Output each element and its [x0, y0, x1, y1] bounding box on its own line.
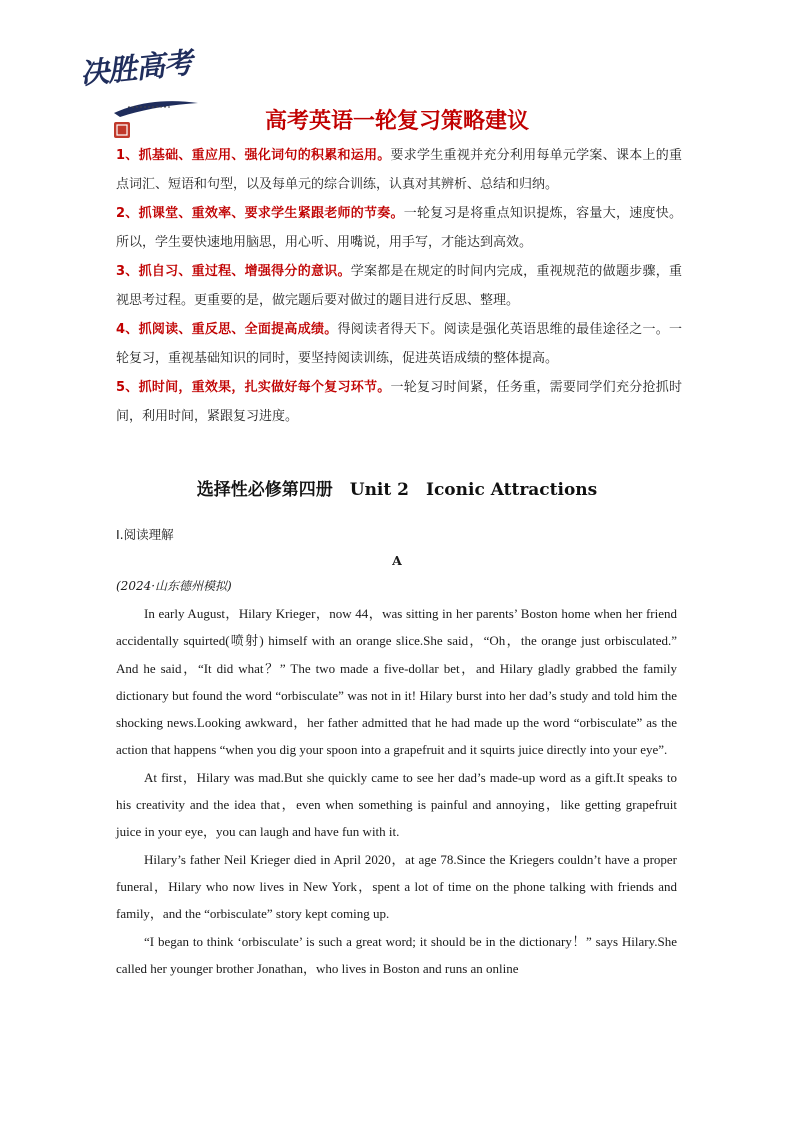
strategy-item [116, 199, 682, 257]
strategy-heading: 2、抓课堂、重效率、要求学生紧跟老师的节奏。 [116, 206, 404, 221]
unit-title: 选择性必修第四册 Unit 2 Iconic Attractions [196, 480, 598, 500]
strategy-body: 一轮复习是将重点知识提炼，容量大，速度快。所以，学生要快速地用脑思，用心听、用嘴说，用手写，才能达到高效。 [116, 206, 682, 250]
logo-text: 决胜高考 [78, 45, 194, 91]
passage-letter: A [392, 553, 402, 568]
passage-paragraph: “I began to think ‘orbisculate’ is such a great word; it should be in the dictionary！” says Hilary.She called her younger brother Jonathan，who lives in Boston and runs an online [116, 933, 677, 976]
strategy-body: 得阅读者得天下。阅读是强化英语思维的最佳途径之一。一轮复习，重视基础知识的同时，要坚持阅读训练，促进英语成绩的整体提高。 [116, 322, 682, 366]
strategy-heading: 1、抓基础、重应用、强化词句的积累和运用。 [116, 148, 391, 163]
strategy-heading: 3、抓自习、重过程、增强得分的意识。 [116, 264, 351, 279]
strategy-body: 学案都是在规定的时间内完成，重视规范的做题步骤，重视思考过程。更重要的是，做完题后要对做过的题目进行反思、整理。 [116, 264, 682, 308]
section-label: Ⅰ.阅读理解 [116, 527, 174, 542]
passage-paragraph: In early August，Hilary Krieger，now 44，was sitting in her parents’ Boston home when her friend accidentally squirted(喷射) himself with an orange slice.She said，“Oh，the orange just orbisculated.” And he said，“It did what？” The two made a five-dollar bet，and Hilary gladly grabbed the family dictionary but found the word “orbisculate” was not in it! Hilary burst into her dad’s study and told him the shocking news.Looking awkward，her father admitted that he had made up the word “orbisculate” as the action that happens “when you dig your spoon into a grapefruit and it squirts juice directly into your eye”. [116, 606, 677, 758]
page-title: 高考英语一轮复习策略建议 [264, 109, 529, 134]
strategy-body: 一轮复习时间紧，任务重，需要同学们充分抢抓时间，利用时间，紧跟复习进度。 [116, 380, 682, 424]
strategy-item [116, 257, 682, 315]
passage-paragraph: Hilary’s father Neil Krieger died in April 2020，at age 78.Since the Kriegers couldn’t have a proper funeral，Hilary who now lives in New York，spent a lot of time on the phone talking with friends and family，and the “orbisculate” story kept coming up. [116, 851, 677, 922]
strategy-list [116, 141, 682, 431]
strategy-body: 要求学生重视并充分利用每单元学案、课本上的重点词汇、短语和句型，以及每单元的综合训练，认真对其辨析、总结和归纳。 [116, 148, 682, 192]
strategy-heading: 4、抓阅读、重反思、全面提高成绩。 [116, 322, 338, 337]
passage-source: (2024·山东德州模拟) [116, 579, 232, 593]
strategy-item [116, 141, 682, 199]
reading-passage [116, 600, 677, 982]
strategy-heading: 5、抓时间，重效果，扎实做好每个复习环节。 [116, 380, 391, 395]
strategy-item [116, 315, 682, 373]
passage-paragraph: At first，Hilary was mad.But she quickly came to see her dad’s made-up word as a gift.It speaks to his creativity and the idea that，even when something is painful and annoying，like getting grapefruit juice in your eye，you can laugh and have fun with it. [116, 769, 677, 840]
strategy-item [116, 373, 682, 431]
